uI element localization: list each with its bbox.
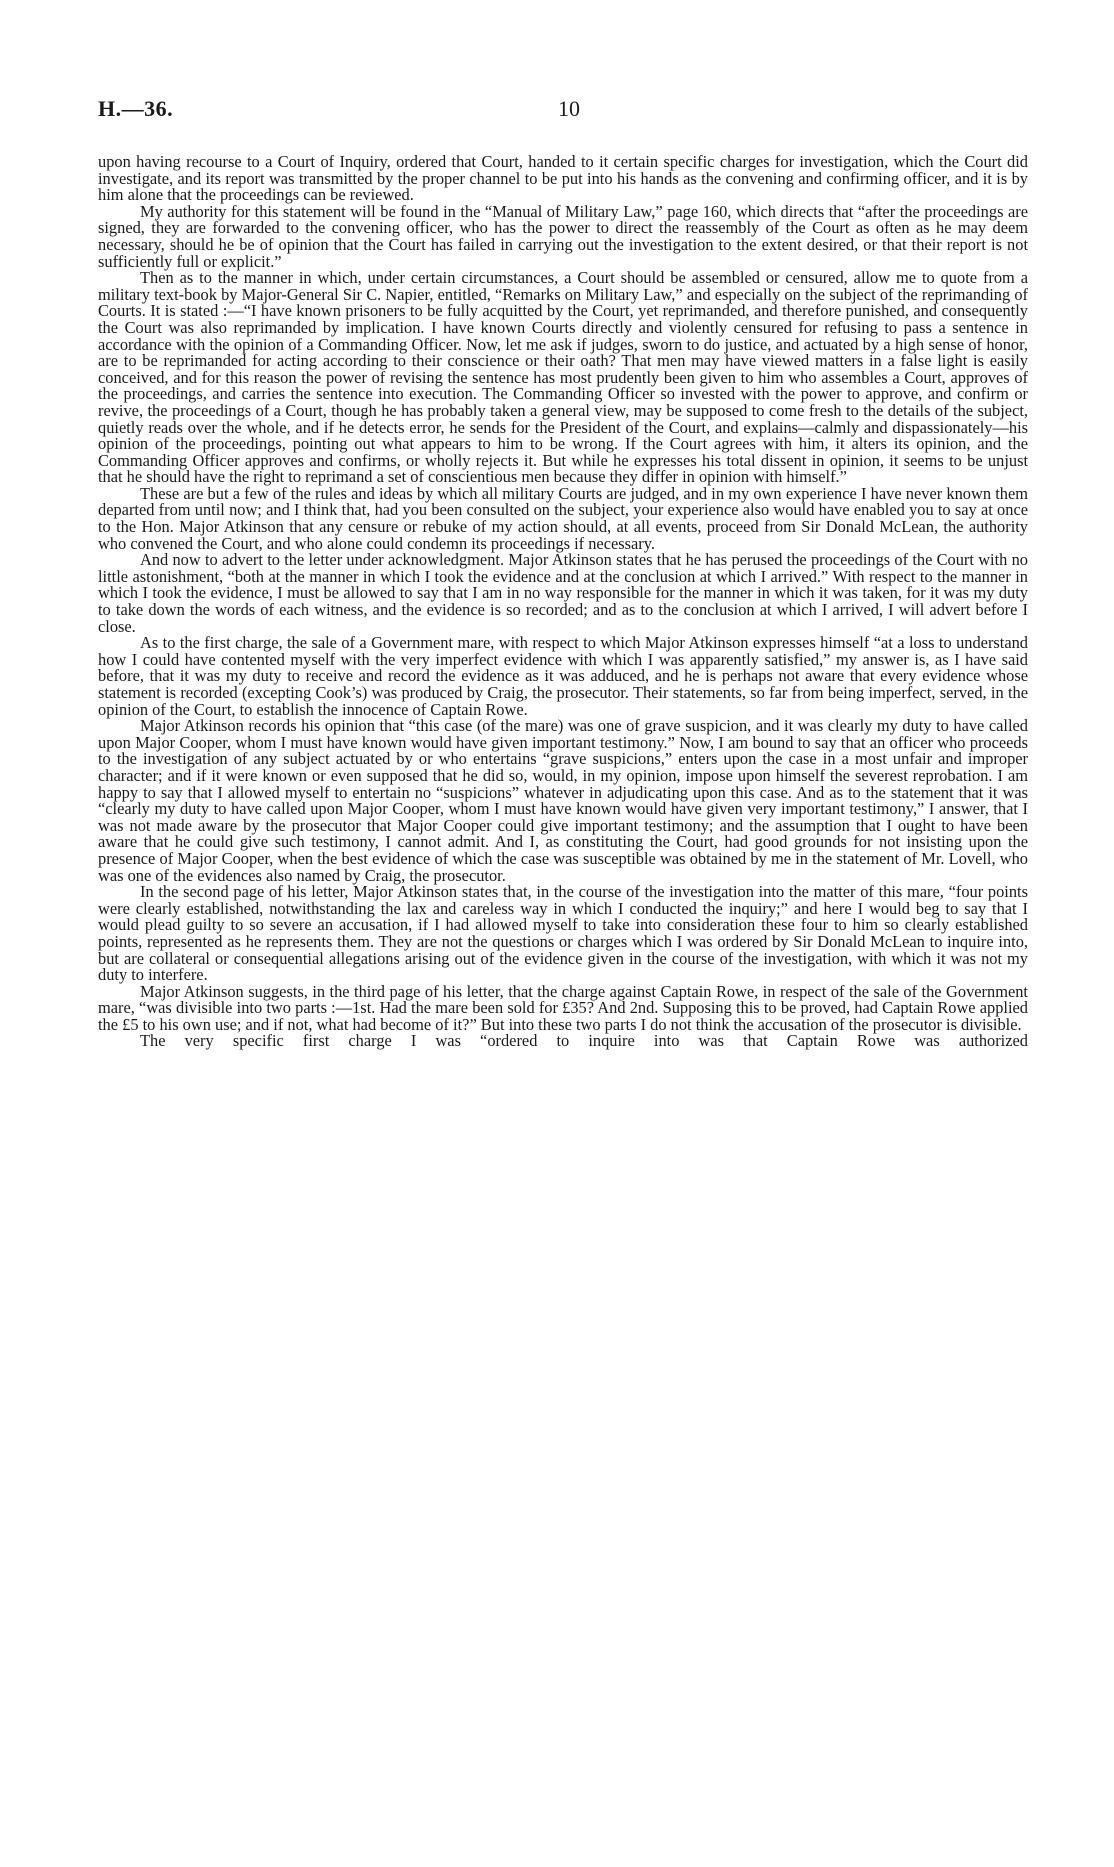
page-header [98,96,1028,130]
document-body [98,154,1028,1050]
paragraph-4: These are but a few of the rules and ideas by which all military Courts are judged, and in my own experience I have never known them departed from until now; and I think that, had you been consulted on the subject, your experience also would have enabled you to say at once to the Hon. Major Atkinson that any censure or rebuke of my action should, at all events, proceed from Sir Donald McLean, the authority who convened the Court, and who alone could condemn its proceedings if necessary. [98,483,1028,553]
paragraph-7: Major Atkinson records his opinion that “this case (of the mare) was one of grave suspicion, and it was clearly my duty to have called upon Major Cooper, whom I must have known would have given important testimony.” Now, I am bound to say that an officer who proceeds to the investigation of any subject actuated by or who entertains “grave suspicions,” enters upon the case in a most unfair and improper character; and if it were known or even supposed that he did so, would, in my opinion, impose upon himself the severest reprobation. I am happy to say that I allowed myself to entertain no “suspicions” whatever in adjudicating upon this case. And as to the statement that it was “clearly my duty to have called upon Major Cooper, whom I must have known would have given very important testimony,” I answer, that I was not made aware by the prosecutor that Major Cooper could give important testimony; and the assumption that I ought to have been aware that he could give such testimony, I cannot admit. And I, as constituting the Court, had good grounds for not insisting upon the presence of Major Cooper, when the best evidence of which the case was susceptible was obtained by me in the statement of Mr. Lovell, who was one of the evidences also named by Craig, the prosecutor. [98,716,1028,885]
paragraph-8: In the second page of his letter, Major Atkinson states that, in the course of the investigation into the matter of this mare, “four points were clearly established, notwithstanding the lax and careless way in which I conducted the inquiry;” and here I would beg to say that I would plead guilty to so severe an accusation, if I had allowed myself to take into consideration these four to him so clearly established points, represented as he represents them. They are not the questions or charges which I was ordered by Sir Donald McLean to inquire into, but are collateral or consequential allegations arising out of the evidence given in the course of the investigation, with which it was not my duty to interfere. [98,882,1028,985]
paragraph-3: Then as to the manner in which, under certain circumstances, a Court should be assembled or censured, allow me to quote from a military text-book by Major-General Sir C. Napier, entitled, “Remarks on Military Law,” and especially on the subject of the reprimanding of Courts. It is stated :—“I have known prisoners to be fully acquitted by the Court, yet reprimanded, and therefore punished, and consequently the Court was also reprimanded by implication. I have known Courts directly and violently censured for refusing to pass a sentence in accordance with the opinion of a Commanding Officer. Now, let me ask if judges, sworn to do justice, and actuated by a high sense of honor, are to be reprimanded for acting according to their conscience or their oath? That men may have viewed matters in a false light is easily conceived, and for this reason the power of revising the sentence has most prudently been given to him who assembles a Court, approves of the proceedings, and carries the sentence into execution. The Commanding Officer so invested with the power to approve, and confirm or revive, the proceedings of a Court, though he has probably taken a general view, may be supposed to come fresh to the details of the subject, quietly reads over the whole, and if he detects error, he sends for the President of the Court, and explains—calmly and dispassionately—his opinion of the proceedings, pointing out what appears to him to be wrong. If the Court agrees with him, it alters its opinion, and the Commanding Officer approves and confirms, or wholly rejects it. But while he expresses his total dissent in opinion, it seems to be unjust that he should have the right to reprimand a set of conscientious men because they differ in opinion with himself.” [98,268,1028,487]
paragraph-2: My authority for this statement will be found in the “Manual of Military Law,” page 160, which directs that “after the proceedings are signed, they are forwarded to the convening officer, who has the power to direct the reassembly of the Court as often as he may deem necessary, should he be of opinion that the Court has failed in carrying out the investigation to the extent desired, or that their report is not sufficiently full or explicit.” [98,201,1028,271]
paragraph-6: As to the first charge, the sale of a Government mare, with respect to which Major Atkinson expresses himself “at a loss to understand how I could have contented myself with the very imperfect evidence with which I was apparently satisfied,” my answer is, as I have said before, that it was my duty to receive and record the evidence as it was adduced, and he is perhaps not aware that every evidence whose statement is recorded (excepting Cook’s) was produced by Craig, the prosecutor. Their statements, so far from being imperfect, served, in the opinion of the Court, to establish the innocence of Captain Rowe. [98,633,1028,719]
paragraph-9: Major Atkinson suggests, in the third page of his letter, that the charge against Captain Rowe, in respect of the sale of the Government mare, “was divisible into two parts :—1st. Had the mare been sold for £35? And 2nd. Supposing this to be proved, had Captain Rowe applied the £5 to his own use; and if not, what had become of it?” But into these two parts I do not think the accusation of the prosecutor is divisible. [98,981,1028,1034]
page-number: 10 [558,96,580,121]
paragraph-10: The very specific first charge I was “ordered to inquire into was that Captain Rowe was authorized [140,1031,1028,1051]
document-id: H.—36. [98,96,174,121]
paragraph-5: And now to advert to the letter under acknowledgment. Major Atkinson states that he has perused the proceedings of the Court with no little astonishment, “both at the manner in which I took the evidence and at the conclusion at which I arrived.” With respect to the manner in which I took the evidence, I must be allowed to say that I am in no way responsible for the manner in which it was taken, for it was my duty to take down the words of each witness, and the evidence is so recorded; and as to the conclusion at which I arrived, I will advert before I close. [98,550,1028,636]
paragraph-1: upon having recourse to a Court of Inquiry, ordered that Court, handed to it certain specific charges for investigation, which the Court did investigate, and its report was transmitted by the proper channel to be put into his hands as the convening and confirming officer, and it is by him alone that the proceedings can be reviewed. [98,152,1028,205]
